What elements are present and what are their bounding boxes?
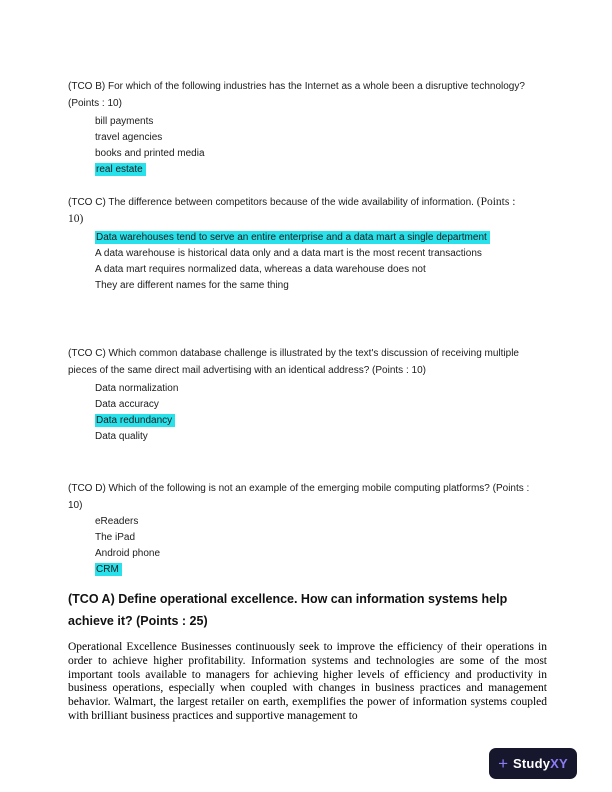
- answer-option: [95, 262, 552, 278]
- answer-option: [95, 146, 552, 162]
- logo-brand-main: Study: [513, 756, 551, 771]
- question-tco-c-1: [68, 194, 552, 294]
- page-content: [68, 78, 552, 724]
- question-points-line: 10): [68, 500, 83, 511]
- question-tco-d: [68, 480, 552, 578]
- answer-option-label: Data accuracy: [95, 399, 159, 410]
- answer-option-label: The iPad: [95, 532, 136, 543]
- answer-option-label: Data quality: [95, 431, 148, 442]
- answer-option-label: books and printed media: [95, 148, 205, 159]
- essay-heading: [68, 588, 552, 632]
- answer-options: [68, 230, 552, 294]
- plus-icon: +: [498, 754, 509, 773]
- question-text-line: (TCO D) Which of the following is not an example of the emerging mobile computing platforms? (Points :: [68, 483, 530, 494]
- answer-option: [95, 114, 552, 130]
- question-tco-c-2: [68, 345, 552, 445]
- question-points-line: (Points : 10): [68, 98, 122, 109]
- answer-option: [95, 130, 552, 146]
- answer-option-label: Data warehouses tend to serve an entire enterprise and a data mart a single department: [95, 231, 490, 244]
- answer-option-label: A data warehouse is historical data only and a data mart is the most recent transactions: [95, 248, 482, 259]
- question-text: (TCO C) The difference between competitors because of the wide availability of information.: [68, 197, 477, 208]
- answer-option: [95, 413, 552, 429]
- answer-option: [95, 562, 552, 578]
- answer-options: [68, 514, 552, 578]
- answer-option-label: A data mart requires normalized data, whereas a data warehouse does not: [95, 264, 426, 275]
- answer-option-label: CRM: [95, 563, 122, 576]
- essay-answer-paragraph: Operational Excellence Businesses continuously seek to improve the efficiency of their operations in order to achieve higher profitability. Information systems and technologies are some of the most important tools available to managers for achieving higher levels of efficiency and productivity in business operations, especially when coupled with changes in business practices and management behavior. Walmart, the largest retailer on earth, exemplifies the power of information systems coupled with brilliant business practices and supportive management to: [68, 641, 547, 722]
- answer-option-label: Android phone: [95, 548, 161, 559]
- answer-options: [68, 114, 552, 178]
- answer-option-label: travel agencies: [95, 132, 163, 143]
- question-text-line: (TCO B) For which of the following industries has the Internet as a whole been a disruptive technology?: [68, 81, 525, 92]
- logo-brand-accent: XY: [550, 756, 568, 771]
- question-text-line: pieces of the same direct mail advertising with an identical address? (Points : 10): [68, 365, 426, 376]
- answer-option: [95, 381, 552, 397]
- answer-option-label: Data redundancy: [95, 414, 175, 427]
- question-text-line: (TCO C) Which common database challenge is illustrated by the text's discussion of receiving multiple: [68, 348, 519, 359]
- answer-option: [95, 530, 552, 546]
- answer-option: [95, 246, 552, 262]
- answer-option: [95, 397, 552, 413]
- essay-question: [68, 588, 552, 724]
- answer-option: [95, 230, 552, 246]
- question-text-line: [68, 194, 552, 211]
- essay-heading-line: achieve it? (Points : 25): [68, 614, 208, 628]
- question-points-label: (Points :: [476, 196, 516, 208]
- studyxy-logo: [489, 748, 577, 779]
- answer-option-label: Data normalization: [95, 383, 179, 394]
- answer-option-label: real estate: [95, 163, 146, 176]
- answer-option: [95, 429, 552, 445]
- question-tco-b: [68, 78, 552, 178]
- answer-option: [95, 278, 552, 294]
- answer-option-label: They are different names for the same thing: [95, 280, 289, 291]
- essay-heading-line: (TCO A) Define operational excellence. How can information systems help: [68, 592, 508, 606]
- answer-option-label: bill payments: [95, 116, 154, 127]
- answer-options: [68, 381, 552, 445]
- answer-option: [95, 162, 552, 178]
- answer-option: [95, 546, 552, 562]
- answer-option-label: eReaders: [95, 516, 139, 527]
- question-points-line: 10): [68, 213, 84, 225]
- answer-option: [95, 514, 552, 530]
